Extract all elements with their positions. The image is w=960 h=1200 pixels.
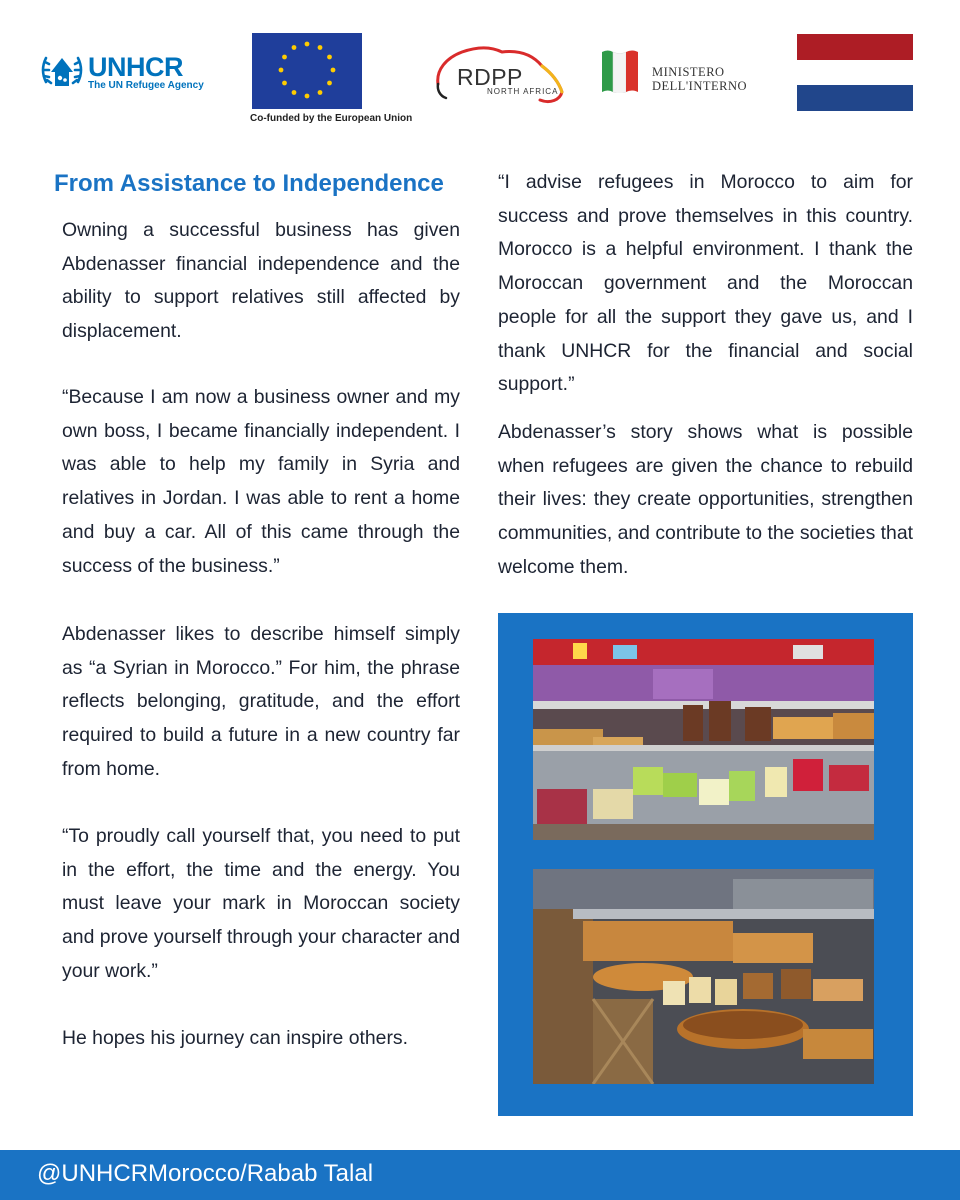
section-heading: From Assistance to Independence xyxy=(54,170,444,197)
quote-text: “Because I am now a business owner and my own boss, I became financially independent. I was able to help my family in Syria and relatives in Jordan. I was able to rent a home and buy a car. All of this came through the success of the business.” xyxy=(62,386,460,577)
unhcr-tagline: The UN Refugee Agency xyxy=(88,80,204,91)
ministero-logo xyxy=(600,45,770,95)
footer-bar xyxy=(0,1150,960,1200)
pastry-display-photo-1 xyxy=(533,639,874,840)
right-paragraph-1 xyxy=(498,166,913,402)
flag-stripe-red xyxy=(797,34,913,60)
pastry-display-photo-2 xyxy=(533,869,874,1084)
eu-stars-icon xyxy=(252,33,362,109)
paragraph-text: He hopes his journey can inspire others. xyxy=(62,1027,408,1049)
italian-flag-icon xyxy=(600,48,640,93)
left-paragraph-4 xyxy=(62,820,460,989)
photo-panel xyxy=(498,613,913,1116)
paragraph-text: Abdenasser’s story shows what is possible when refugees are given the chance to rebuild their lives: they create opportunities, strengthen communities, and contribute to the societies that welcome them. xyxy=(498,421,913,578)
right-paragraph-2 xyxy=(498,416,913,585)
unhcr-emblem-icon xyxy=(40,52,84,90)
unhcr-wordmark: UNHCR xyxy=(88,52,183,82)
ministero-wordmark xyxy=(652,65,747,93)
left-paragraph-5 xyxy=(62,1022,460,1056)
rdpp-logo xyxy=(432,40,572,110)
netherlands-flag xyxy=(797,34,913,111)
quote-text: “I advise refugees in Morocco to aim for success and prove themselves in this country. Morocco is a helpful environment. I thank the Moroccan government and the Moroccan people for all the support they gave us, and I thank UNHCR for the financial and social support.” xyxy=(498,171,913,396)
left-paragraph-2 xyxy=(62,381,460,583)
ministero-line-2: DELL'INTERNO xyxy=(652,79,748,93)
photo-credit: @UNHCRMorocco/Rabab Talal xyxy=(37,1160,374,1187)
rdpp-region: NORTH AFRICA xyxy=(487,87,559,96)
left-paragraph-3 xyxy=(62,618,460,787)
rdpp-wordmark: RDPP xyxy=(457,64,523,90)
left-paragraph-1 xyxy=(62,214,460,349)
quote-text: “To proudly call yourself that, you need to put in the effort, the time and the energy. You must leave your mark in Moroccan society and prove yourself through your character and your work.” xyxy=(62,825,460,982)
paragraph-text: Abdenasser likes to describe himself simply as “a Syrian in Morocco.” For him, the phrase reflects belonging, gratitude, and the effort required to build a future in a new country far from home. xyxy=(62,623,460,780)
paragraph-text: Owning a successful business has given Abdenasser financial independence and the ability to support relatives still affected by displacement. xyxy=(62,219,460,343)
eu-flag xyxy=(252,33,362,109)
eu-caption: Co-funded by the European Union xyxy=(250,113,413,124)
flag-stripe-blue xyxy=(797,85,913,111)
unhcr-logo xyxy=(40,50,205,95)
ministero-line-1: MINISTERO xyxy=(652,65,725,79)
flag-stripe-white xyxy=(797,60,913,86)
